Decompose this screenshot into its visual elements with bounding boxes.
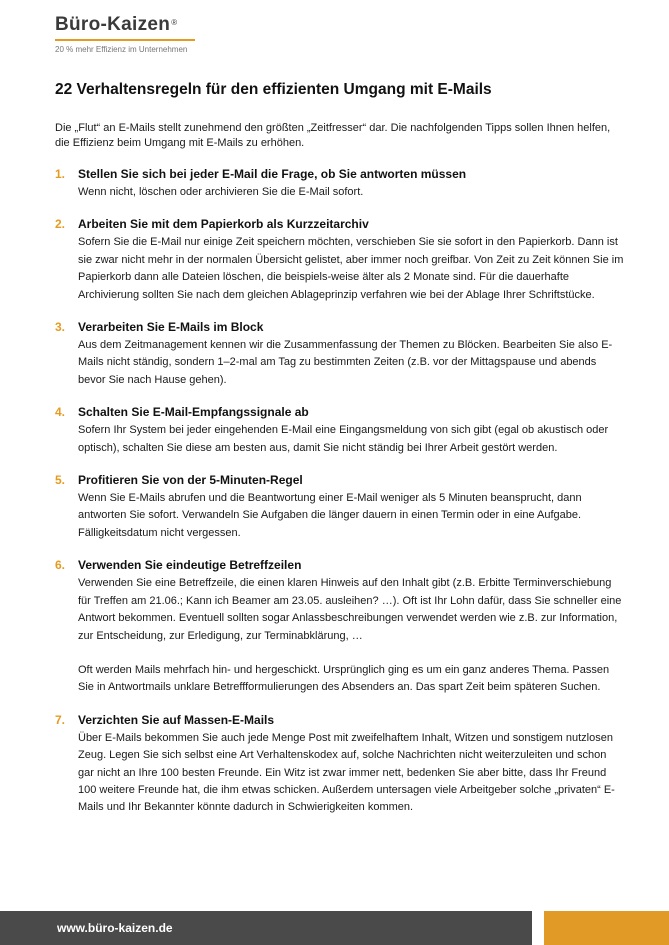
rules-list bbox=[55, 166, 625, 832]
brand-name bbox=[55, 14, 215, 36]
brand-logo bbox=[55, 14, 215, 55]
item-number: 1. bbox=[55, 167, 66, 181]
item-body bbox=[78, 490, 625, 542]
list-item bbox=[55, 712, 625, 817]
item-number: 7. bbox=[55, 712, 66, 727]
item-body bbox=[78, 730, 625, 817]
item-number: 4. bbox=[55, 405, 66, 420]
item-title: Verzichten Sie auf Massen-E-Mails bbox=[78, 712, 275, 727]
item-number: 5. bbox=[55, 473, 66, 488]
item-body bbox=[78, 575, 625, 696]
list-item bbox=[55, 166, 625, 201]
item-paragraph: Sofern Sie die E-Mail nur einige Zeit speichern möchten, verschieben Sie sie sofort in den Papierkorb. Dann ist sie zwar nicht mehr in der normalen Übersicht gelistet, aber immer noch greifbar. Von Zeit zu Zeit können Sie im Papierkorb dann alle Dateien löschen, die beispiels-weise älter als 2 Monate sind. Für die dauerhafte Archivierung sollten Sie nach dem gleichen Ablageprinzip verfahren wie bei der Ablage Ihrer Schriftstücke. bbox=[78, 236, 624, 301]
item-body bbox=[78, 234, 625, 304]
item-title: Arbeiten Sie mit dem Papierkorb als Kurzzeitarchiv bbox=[78, 217, 369, 232]
item-title: Verwenden Sie eindeutige Betreffzeilen bbox=[78, 558, 302, 573]
item-paragraph: Über E-Mails bekommen Sie auch jede Menge Post mit zweifelhaftem Inhalt, Witzen und sonstigem nutzlosen Zeug. Legen Sie sich selbst eine Art Verhaltenskodex auf, solche Nachrichten nicht weiterzuleiten und schon gar nicht an Ihre 100 besten Freunde. Ein Witz ist zwar immer nett, bedenken Sie aber bitte, dass Ihr Freund 100 weitere Freunde hat, die ihm etwas schicken. Außerdem untersagen viele Arbeitgeber solche „privaten“ E-Mails und Ihr Bekannter könnte dadurch in Schwierigkeiten kommen. bbox=[78, 731, 615, 814]
item-paragraph: Verwenden Sie eine Betreffzeile, die einen klaren Hinweis auf den Inhalt gibt (z.B. Erbitte Terminverschiebung für Treffen am 21.06.; Kann ich Beamer am 23.05. ausleihen? …). Oft ist Ihr Lohn dafür, dass Sie schneller eine Antwort bekommen. Eventuell sollten sogar Anlassbeschreibungen verwendet werden wie z.B. zur Information, zur Entscheidung, zur Erledigung, zur Terminabklärung, … bbox=[78, 577, 622, 642]
registered-mark: ® bbox=[171, 18, 178, 27]
item-body bbox=[78, 422, 625, 457]
brand-text: Büro-Kaizen bbox=[55, 14, 171, 35]
list-item bbox=[55, 319, 625, 389]
item-number: 2. bbox=[55, 217, 66, 232]
item-body bbox=[78, 184, 625, 201]
page-title: 22 Verhaltensregeln für den effizienten Umgang mit E-Mails bbox=[55, 81, 492, 98]
footer-accent-block bbox=[544, 911, 669, 945]
list-item bbox=[55, 557, 625, 696]
item-title: Stellen Sie sich bei jeder E-Mail die Frage, ob Sie antworten müssen bbox=[78, 167, 467, 181]
item-number: 6. bbox=[55, 558, 66, 573]
item-title: Schalten Sie E-Mail-Empfangssignale ab bbox=[78, 405, 309, 420]
item-paragraph: Wenn nicht, löschen oder archivieren Sie die E-Mail sofort. bbox=[78, 186, 364, 198]
item-paragraph: Oft werden Mails mehrfach hin- und hergeschickt. Ursprünglich ging es um ein ganz anderes Thema. Passen Sie in Antwortmails unklare Betreffformulierungen des Absenders an. Das spart Zeit beim späteren Suchen. bbox=[78, 663, 610, 694]
list-item bbox=[55, 404, 625, 457]
footer-url[interactable]: www.büro-kaizen.de bbox=[57, 921, 173, 935]
item-paragraph: Aus dem Zeitmanagement kennen wir die Zusammenfassung der Themen zu Blöcken. Bearbeiten Sie also E-Mails nicht ständig, sondern 1–2-mal am Tag zu bestimmten Zeiten (z.B. vor der Mittagspause und abends bevor Sie nach Hause gehen). bbox=[78, 339, 613, 386]
item-title: Verarbeiten Sie E-Mails im Block bbox=[78, 320, 264, 335]
brand-underline bbox=[55, 39, 195, 41]
intro-paragraph: Die „Flut“ an E-Mails stellt zunehmend den größten „Zeitfresser“ dar. Die nachfolgenden Tipps sollen Ihnen helfen, die Effizienz beim Umgang mit E-Mails zu erhöhen. bbox=[55, 122, 611, 149]
item-number: 3. bbox=[55, 320, 66, 335]
item-paragraph: Wenn Sie E-Mails abrufen und die Beantwortung einer E-Mail weniger als 5 Minuten beansprucht, dann antworten Sie sofort. Verwandeln Sie Aufgaben die länger dauern in einen Termin oder in eine Aufgabe. Fälligkeitsdatum nicht vergessen. bbox=[78, 492, 582, 539]
item-body bbox=[78, 337, 625, 389]
list-item bbox=[55, 472, 625, 542]
footer-bar bbox=[0, 911, 532, 945]
brand-tagline: 20 % mehr Effizienz im Unternehmen bbox=[55, 45, 188, 54]
list-item bbox=[55, 216, 625, 304]
item-title: Profitieren Sie von der 5-Minuten-Regel bbox=[78, 473, 303, 488]
item-paragraph: Sofern Ihr System bei jeder eingehenden E-Mail eine Eingangsmeldung von sich gibt (egal ob akustisch oder optisch), schalten Sie diese am besten aus, damit Sie nicht ständig bei Ihrer Arbeit gestört werden. bbox=[78, 424, 609, 454]
